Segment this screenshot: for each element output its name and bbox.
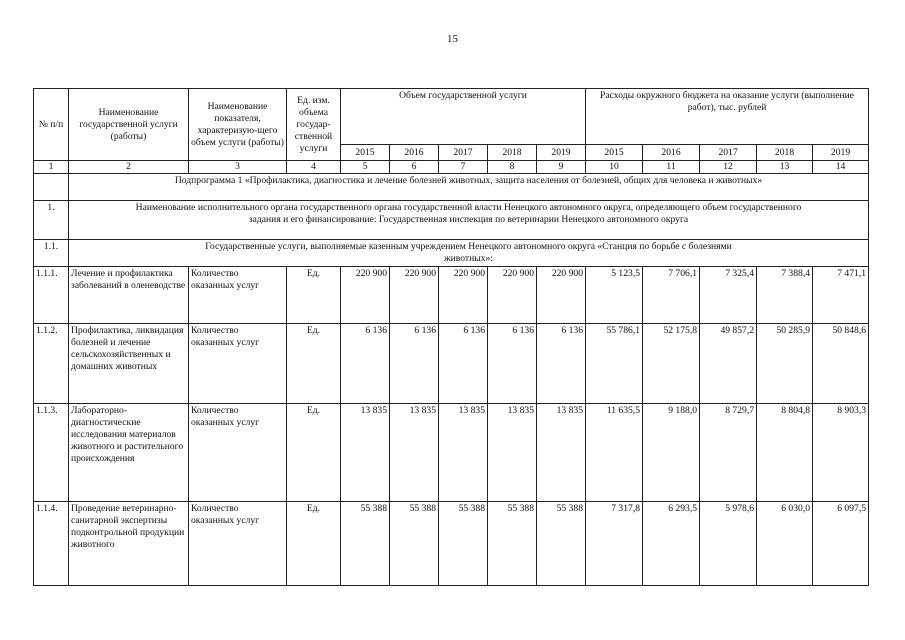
table-row bbox=[34, 324, 869, 404]
volume-cell: 6 136 bbox=[488, 324, 537, 404]
volume-cell: 6 136 bbox=[537, 324, 586, 404]
column-number: 11 bbox=[643, 161, 700, 174]
column-number: 13 bbox=[757, 161, 813, 174]
column-number: 6 bbox=[390, 161, 439, 174]
subsection-title: Государственные услуги, выполняемые казенным учреждением Ненецкого автономного округа «Станция по борьбе с болезнями животных»: bbox=[69, 240, 869, 267]
volume-cell: 13 835 bbox=[439, 404, 488, 502]
header-service-name: Наименование государственной услуги (работы) bbox=[69, 89, 189, 161]
volume-cell: 13 835 bbox=[390, 404, 439, 502]
header-expenses: Расходы окружного бюджета на оказание услуги (выполнение работ), тыс. рублей bbox=[586, 89, 869, 145]
header-no: № п/п bbox=[34, 89, 69, 161]
expense-cell: 5 978,6 bbox=[700, 502, 757, 586]
row-number: 1.1.4. bbox=[34, 502, 69, 586]
column-number: 9 bbox=[537, 161, 586, 174]
expense-cell: 9 188,0 bbox=[643, 404, 700, 502]
row-number: 1.1.2. bbox=[34, 324, 69, 404]
header-unit: Ед. изм. объема государ-ственной услуги bbox=[287, 89, 341, 161]
row-unit: Ед. bbox=[287, 404, 341, 502]
volume-cell: 13 835 bbox=[488, 404, 537, 502]
expense-cell: 8 903,3 bbox=[813, 404, 869, 502]
subsection-row bbox=[34, 240, 869, 267]
expense-cell: 49 857,2 bbox=[700, 324, 757, 404]
volume-cell: 6 136 bbox=[390, 324, 439, 404]
expense-cell: 7 325,4 bbox=[700, 267, 757, 324]
row-number: 1.1.3. bbox=[34, 404, 69, 502]
subsection-number: 1.1. bbox=[34, 240, 69, 267]
subprogram-title: Подпрограмма 1 «Профилактика, диагностика и лечение болезней животных, защита населения от болезней, общих для человека и животных» bbox=[69, 174, 869, 201]
year-volume: 2017 bbox=[439, 145, 488, 161]
row-service: Лабораторно-диагностические исследования материалов животного и растительного происхождения bbox=[69, 404, 189, 502]
expense-cell: 11 635,5 bbox=[586, 404, 643, 502]
year-expenses: 2018 bbox=[757, 145, 813, 161]
volume-cell: 220 900 bbox=[439, 267, 488, 324]
volume-cell: 6 136 bbox=[439, 324, 488, 404]
volume-cell: 220 900 bbox=[390, 267, 439, 324]
volume-cell: 6 136 bbox=[341, 324, 390, 404]
page-number: 15 bbox=[447, 33, 458, 45]
expense-cell: 50 285,9 bbox=[757, 324, 813, 404]
volume-cell: 220 900 bbox=[341, 267, 390, 324]
row-indicator: Количество оказанных услуг bbox=[189, 404, 287, 502]
expense-cell: 7 388,4 bbox=[757, 267, 813, 324]
year-expenses: 2016 bbox=[643, 145, 700, 161]
subprogram-row bbox=[34, 174, 869, 201]
volume-cell: 220 900 bbox=[537, 267, 586, 324]
table-row bbox=[34, 267, 869, 324]
row-indicator: Количество оказанных услуг bbox=[189, 502, 287, 586]
expense-cell: 7 706,1 bbox=[643, 267, 700, 324]
volume-cell: 13 835 bbox=[341, 404, 390, 502]
section-number: 1. bbox=[34, 201, 69, 240]
column-number: 4 bbox=[287, 161, 341, 174]
volume-cell: 55 388 bbox=[341, 502, 390, 586]
year-volume: 2016 bbox=[390, 145, 439, 161]
column-number: 1 bbox=[34, 161, 69, 174]
column-number: 2 bbox=[69, 161, 189, 174]
expense-cell: 5 123,5 bbox=[586, 267, 643, 324]
column-number: 14 bbox=[813, 161, 869, 174]
row-service: Проведение ветеринарно-санитарной экспертизы подконтрольной продукции животного bbox=[69, 502, 189, 586]
column-number: 5 bbox=[341, 161, 390, 174]
volume-cell: 55 388 bbox=[390, 502, 439, 586]
row-indicator: Количество оказанных услуг bbox=[189, 267, 287, 324]
row-unit: Ед. bbox=[287, 502, 341, 586]
expense-cell: 7 471,1 bbox=[813, 267, 869, 324]
expense-cell: 6 293,5 bbox=[643, 502, 700, 586]
table-row bbox=[34, 404, 869, 502]
year-expenses: 2019 bbox=[813, 145, 869, 161]
section-row bbox=[34, 201, 869, 240]
year-volume: 2015 bbox=[341, 145, 390, 161]
table-row bbox=[34, 502, 869, 586]
volume-cell: 220 900 bbox=[488, 267, 537, 324]
row-service: Профилактика, ликвидация болезней и лечение сельскохозяйственных и домашних животных bbox=[69, 324, 189, 404]
services-table bbox=[33, 88, 869, 586]
column-number: 3 bbox=[189, 161, 287, 174]
expense-cell: 55 786,1 bbox=[586, 324, 643, 404]
row-service: Лечение и профилактика заболеваний в оленеводстве bbox=[69, 267, 189, 324]
volume-cell: 55 388 bbox=[537, 502, 586, 586]
expense-cell: 52 175,8 bbox=[643, 324, 700, 404]
volume-cell: 55 388 bbox=[439, 502, 488, 586]
expense-cell: 6 030,0 bbox=[757, 502, 813, 586]
expense-cell: 7 317,8 bbox=[586, 502, 643, 586]
volume-cell: 13 835 bbox=[537, 404, 586, 502]
row-unit: Ед. bbox=[287, 324, 341, 404]
section-title: Наименование исполнительного органа государственного органа государственной власти Ненецкого автономного округа, определяющего объем государственного задания и его финансирование: Государственная инспекция по ветеринарии Ненецкого автономного округа bbox=[69, 201, 869, 240]
year-expenses: 2017 bbox=[700, 145, 757, 161]
column-number: 10 bbox=[586, 161, 643, 174]
row-number: 1.1.1. bbox=[34, 267, 69, 324]
column-numbers-row bbox=[34, 161, 869, 174]
column-number: 12 bbox=[700, 161, 757, 174]
expense-cell: 50 848,6 bbox=[813, 324, 869, 404]
year-expenses: 2015 bbox=[586, 145, 643, 161]
column-number: 8 bbox=[488, 161, 537, 174]
year-volume: 2018 bbox=[488, 145, 537, 161]
expense-cell: 6 097,5 bbox=[813, 502, 869, 586]
volume-cell: 55 388 bbox=[488, 502, 537, 586]
header-indicator-name: Наименование показателя, характеризую-щего объем услуги (работы) bbox=[189, 89, 287, 161]
header-volume: Объем государственной услуги bbox=[341, 89, 586, 145]
expense-cell: 8 729,7 bbox=[700, 404, 757, 502]
table-header-row bbox=[34, 89, 869, 145]
year-volume: 2019 bbox=[537, 145, 586, 161]
column-number: 7 bbox=[439, 161, 488, 174]
row-indicator: Количество оказанных услуг bbox=[189, 324, 287, 404]
expense-cell: 8 804,8 bbox=[757, 404, 813, 502]
row-unit: Ед. bbox=[287, 267, 341, 324]
